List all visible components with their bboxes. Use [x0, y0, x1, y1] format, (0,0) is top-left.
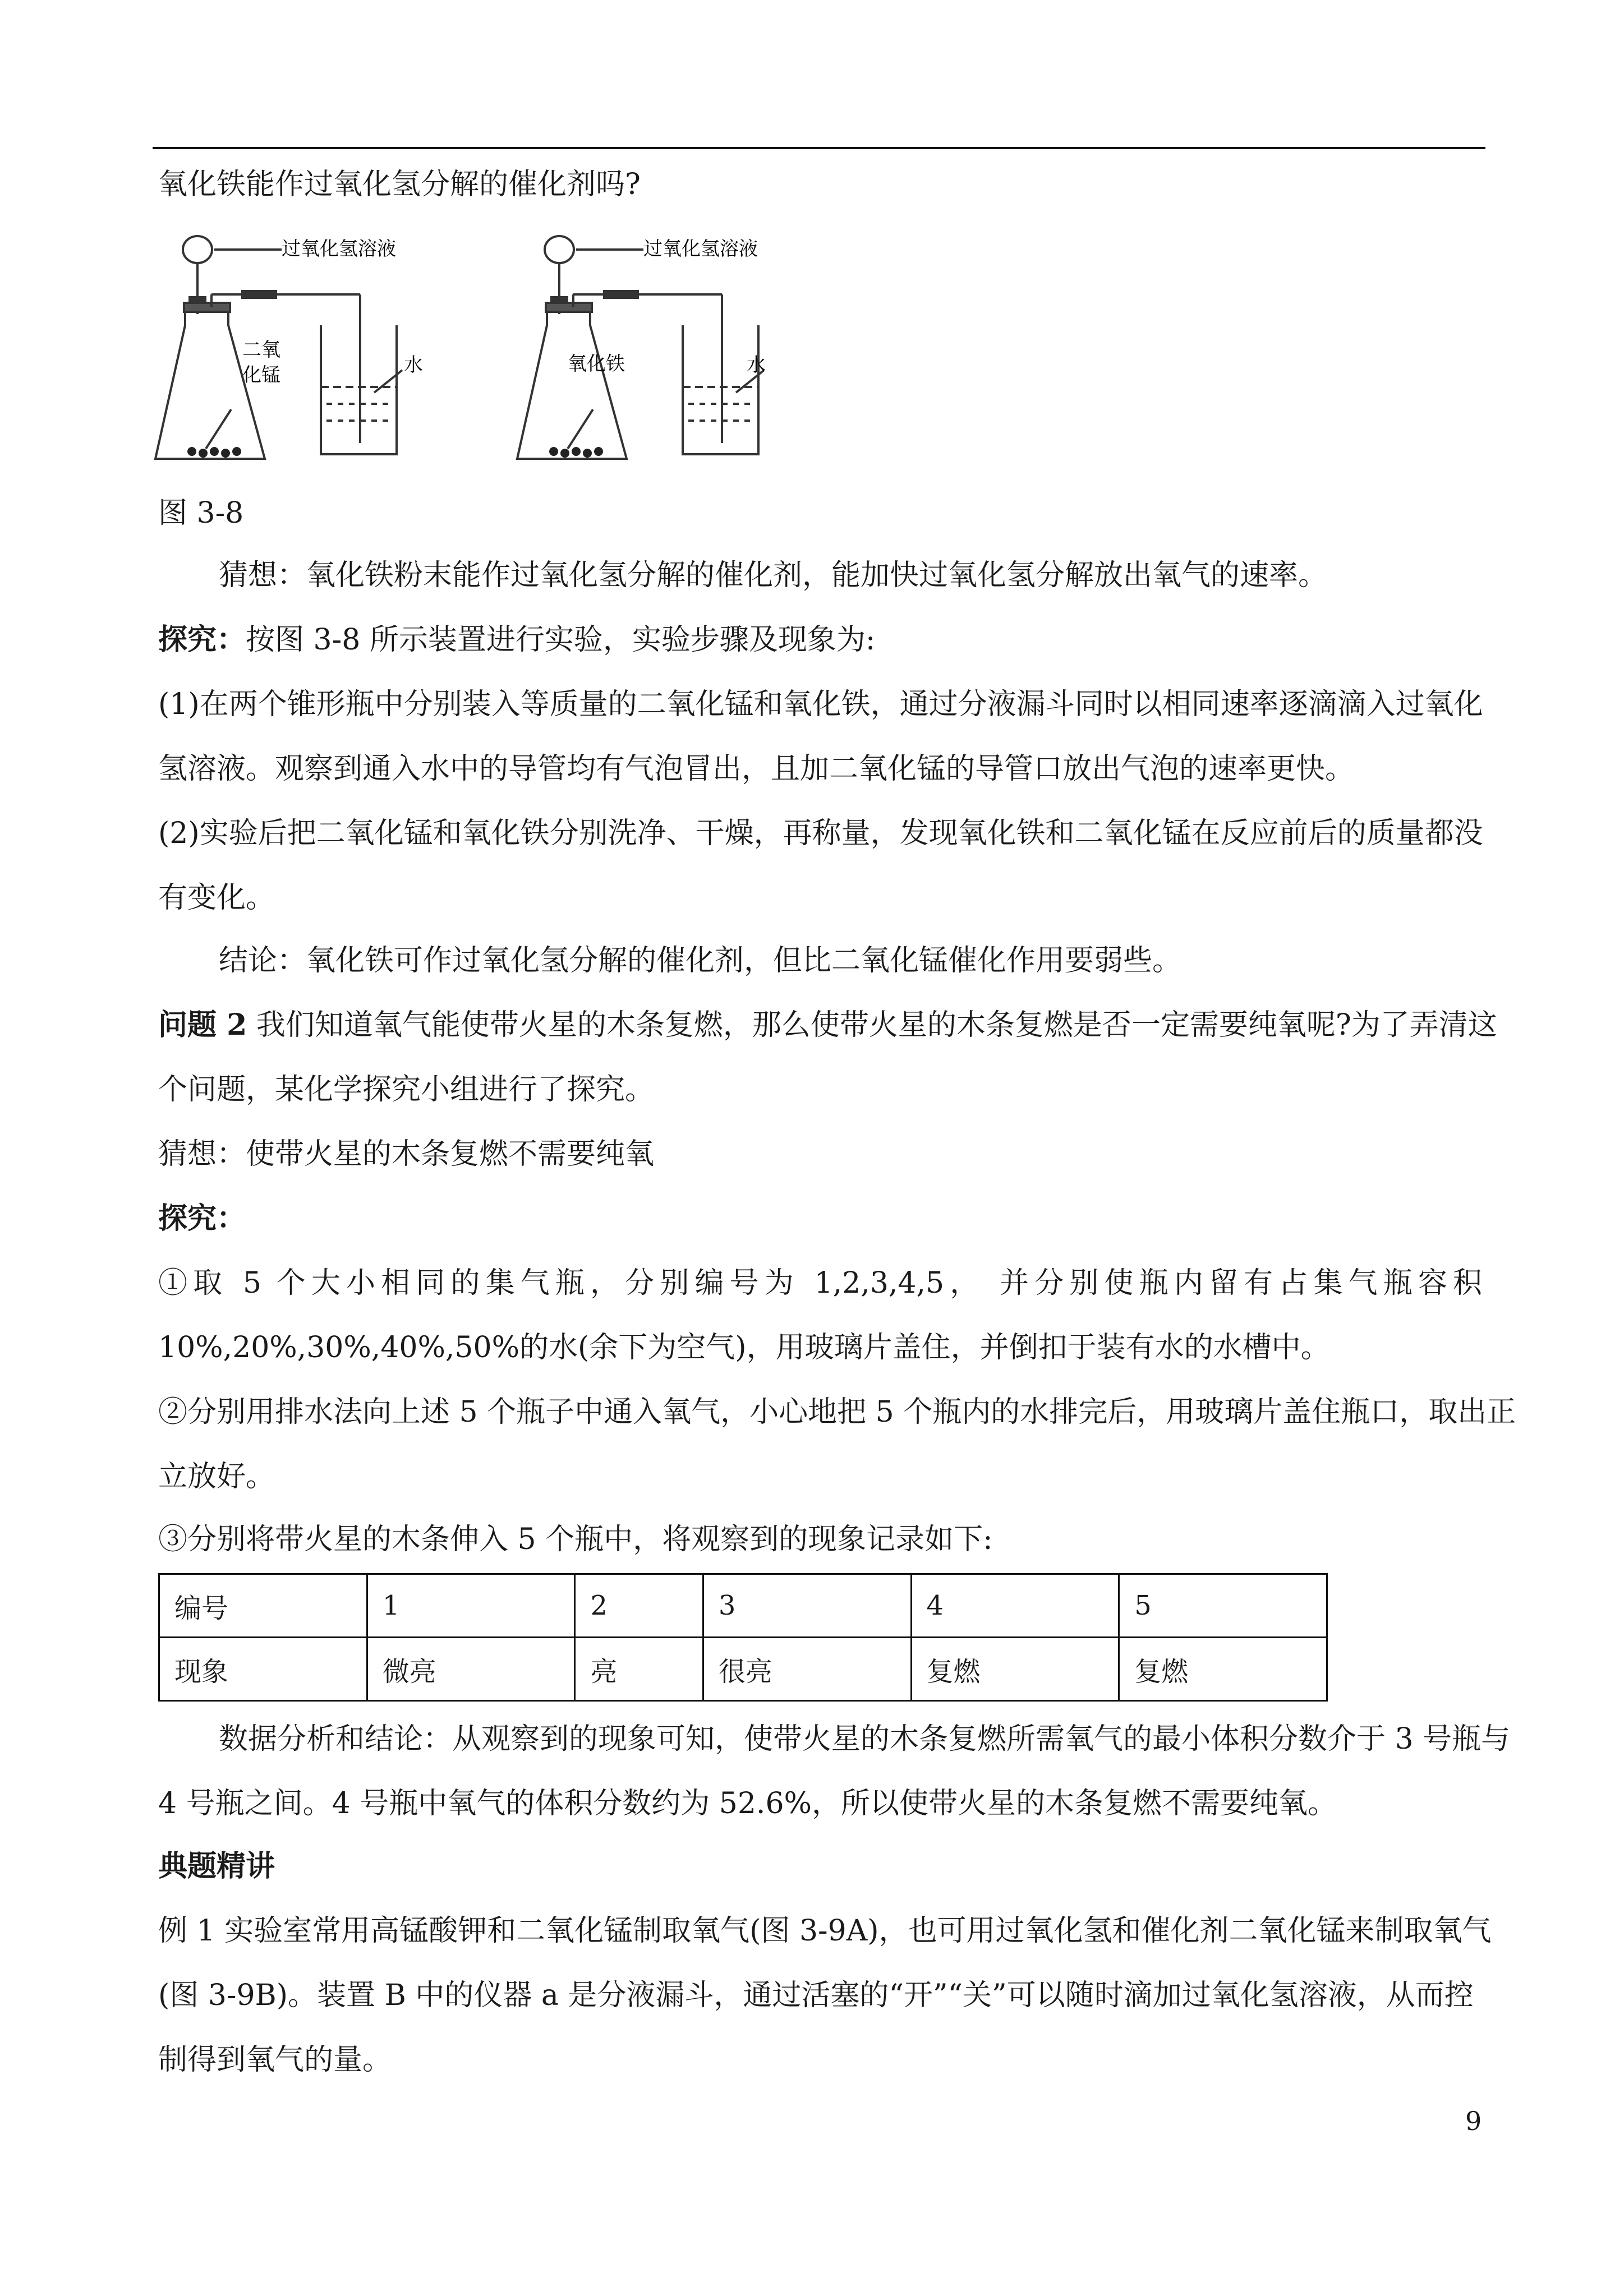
- label-water-left: 水: [404, 354, 423, 376]
- guess-2: 猜想：使带火星的木条复燃不需要纯氧: [158, 1137, 655, 1171]
- table-cell: 亮: [575, 1638, 703, 1701]
- label-water-right: 水: [747, 354, 766, 376]
- step-c2-line-b: 立放好。: [158, 1460, 275, 1493]
- explore-1: [158, 621, 875, 658]
- table-cell: 复燃: [1119, 1638, 1327, 1701]
- step-2-line-b: 有变化。: [158, 881, 275, 915]
- table-cell: 5: [1119, 1574, 1327, 1638]
- step-1-line-b: 氢溶液。观察到通入水中的导管均有气泡冒出，且加二氧化锰的导管口放出气泡的速率更快。: [158, 752, 1355, 786]
- label-reagent-right: 过氧化氢溶液: [643, 238, 758, 260]
- table-cell: 4: [911, 1574, 1119, 1638]
- observation-table: [158, 1573, 1328, 1702]
- explore-1-label: 探究：: [158, 623, 246, 657]
- question-2-label: 问题 2: [158, 1008, 247, 1042]
- table-cell: 编号: [159, 1574, 367, 1638]
- explore-1-text: 按图 3-8 所示装置进行实验，实验步骤及现象为:: [246, 623, 876, 657]
- guess-1: 猜想：氧化铁粉末能作过氧化氢分解的催化剂，能加快过氧化氢分解放出氧气的速率。: [219, 559, 1328, 592]
- label-reagent-left: 过氧化氢溶液: [282, 238, 396, 260]
- step-c1-line-b: 10%,20%,30%,40%,50%的水(余下为空气)，用玻璃片盖住，并倒扣于装有水的水槽中。: [158, 1331, 1330, 1364]
- apparatus-right: [517, 236, 764, 459]
- step-2-line-a: (2)实验后把二氧化锰和氧化铁分别洗净、干燥，再称量，发现氧化铁和二氧化锰在反应前后的质量都没: [158, 817, 1483, 850]
- analysis-line-b: 4 号瓶之间。4 号瓶中氧气的体积分数约为 52.6%，所以使带火星的木条复燃不需要纯氧。: [158, 1787, 1337, 1820]
- section-title: 典题精讲: [158, 1849, 275, 1883]
- table-cell: 微亮: [367, 1638, 575, 1701]
- figure-caption: 图 3-8: [158, 496, 244, 530]
- label-solid-left-1: 二氧: [242, 339, 280, 361]
- table-cell: 很亮: [703, 1638, 911, 1701]
- table-cell: 复燃: [911, 1638, 1119, 1701]
- step-c1-line-a: ①取 5 个大小相同的集气瓶，分别编号为 1,2,3,4,5， 并分别使瓶内留有占集气瓶容积: [158, 1266, 1482, 1300]
- table-cell: 现象: [159, 1638, 367, 1701]
- example-1-line-a: 例 1 实验室常用高锰酸钾和二氧化锰制取氧气(图 3-9A)，也可用过氧化氢和催化剂二氧化锰来制取氧气: [158, 1914, 1492, 1948]
- table-cell: 3: [703, 1574, 911, 1638]
- table-row: [159, 1574, 1327, 1638]
- table-cell: 2: [575, 1574, 703, 1638]
- table-cell: 1: [367, 1574, 575, 1638]
- page-number: 9: [1465, 2106, 1482, 2136]
- step-1-line-a: (1)在两个锥形瓶中分别装入等质量的二氧化锰和氧化铁，通过分液漏斗同时以相同速率逐滴滴入过氧化: [158, 688, 1483, 721]
- example-1-line-b: (图 3-9B)。装置 B 中的仪器 a 是分液漏斗，通过活塞的“开”“关”可以随时滴加过氧化氢溶液，从而控: [158, 1979, 1474, 2012]
- analysis-line-a: 数据分析和结论：从观察到的现象可知，使带火星的木条复燃所需氧气的最小体积分数介于 3 号瓶与: [219, 1722, 1511, 1756]
- example-1-line-c: 制得到氧气的量。: [158, 2043, 392, 2077]
- step-c2-line-a: ②分别用排水法向上述 5 个瓶子中通入氧气，小心地把 5 个瓶内的水排完后，用玻璃片盖住瓶口，取出正: [158, 1395, 1516, 1429]
- table-row: [159, 1638, 1327, 1701]
- label-solid-left-2: 化锰: [242, 364, 280, 386]
- label-solid-right: 氧化铁: [568, 353, 625, 375]
- question-2-text: 我们知道氧气能使带火星的木条复燃，那么使带火星的木条复燃是否一定需要纯氧呢?为了弄清这: [247, 1008, 1497, 1042]
- question-2-line-a: [158, 1007, 1497, 1044]
- question-2-line-b: 个问题，某化学探究小组进行了探究。: [158, 1073, 655, 1106]
- explore-2-label: 探究：: [158, 1201, 246, 1235]
- figure-3-8: [153, 224, 770, 471]
- conclusion-1: 结论：氧化铁可作过氧化氢分解的催化剂，但比二氧化锰催化作用要弱些。: [219, 944, 1182, 978]
- step-c3: ③分别将带火星的木条伸入 5 个瓶中，将观察到的现象记录如下:: [158, 1523, 993, 1556]
- header-rule: [153, 147, 1485, 149]
- question-line: 氧化铁能作过氧化氢分解的催化剂吗?: [158, 168, 641, 201]
